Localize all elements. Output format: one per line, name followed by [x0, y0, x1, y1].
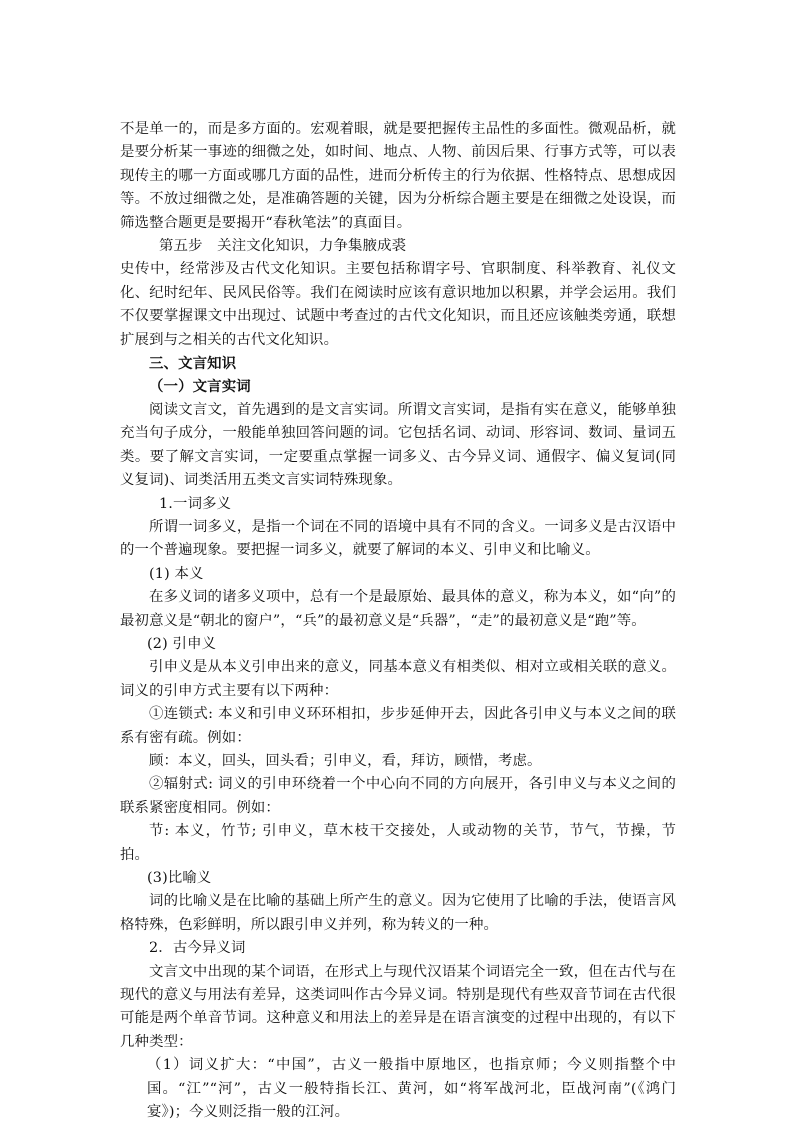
paragraph-ancient-modern-words: 文言文中出现的某个词语，在形式上与现代汉语某个词语完全一致，但在古代与在现代的意义与用法有差异，这类词叫作古今异义词。特别是现代有些双音节词在古代很可能是两个单音节词。这种意义和用法上的差异是在语言演变的过程中出现的，有以下几种类型：: [120, 963, 676, 1050]
paragraph-biography-analysis: 不是单一的，而是多方面的。宏观着眼，就是要把握传主品性的多面性。微观品析，就是要分析某一事迹的细微之处，如时间、地点、人物、前因后果、行事方式等，可以表现传主的哪一方面或哪几方面的品性，进而分析传主的行为依据、性格特点、思想成因等。不放过细微之处，是准确答题的关键，因为分析综合题主要是在细微之处设误，而筛选整合题更是要揭开“春秋笔法”的真面目。: [120, 121, 676, 231]
paragraph-radial-type: ②辐射式: 词义的引申环绕着一个中心向不同的方向展开，各引申义与本义之间的联系紧密度相同。例如：: [120, 776, 676, 816]
paragraph-extended-meaning: 引申义是从本义引申出来的意义，同基本意义有相类似、相对立或相关联的意义。词义的引申方式主要有以下两种：: [120, 659, 676, 699]
example-jie: 节: 本义，竹节; 引申义，草木枝干交接处，人或动物的关节，节气，节操，节拍。: [120, 823, 676, 863]
paragraph-original-meaning: 在多义词的诸多义项中，总有一个是最原始、最具体的意义，称为本义，如“向”的最初意义是“朝北的窗户”，“兵”的最初意义是“兵器”，“走”的最初意义是“跑”等。: [120, 589, 676, 629]
heading-ancient-modern-words: 2．古今异义词: [149, 940, 246, 957]
paragraph-content-words-intro: 阅读文言文，首先遇到的是文言实词。所谓文言实词，是指有实在意义，能够单独充当句子成分，一般能单独回答问题的词。它包括名词、动词、形容词、数词、量词五类。要了解文言实词，一定要重点掌握一词多义、古今异义词、通假字、偏义复词(同义复词)、词类活用五类文言实词特殊现象。: [120, 401, 676, 489]
example-gu: 顾：本义，回头，回头看；引申义，看，拜访，顾惜，考虑。: [149, 752, 542, 769]
paragraph-figurative-meaning: 词的比喻义是在比喻的基础上所产生的意义。因为它使用了比喻的手法，使语言风格特殊，色彩鲜明，所以跟引申义并列，称为转义的一种。: [120, 893, 676, 933]
heading-figurative-meaning: (3)比喻义: [147, 870, 212, 886]
heading-extended-meaning: (2) 引申义: [147, 635, 217, 652]
section-heading-classical-knowledge: 三、文言知识: [149, 355, 237, 373]
paragraph-chain-type: ①连锁式: 本义和引申义环环相扣，步步延伸开去，因此各引申义与本义之间的联系有密有疏。例如：: [120, 706, 676, 746]
subsection-heading-content-words: （一）文言实词: [149, 378, 251, 396]
paragraph-cultural-knowledge: 史传中，经常涉及古代文化知识。主要包括称谓字号、官职制度、科举教育、礼仪文化、纪时纪年、民风民俗等。我们在阅读时应该有意识地加以积累，并学会运用。我们不仅要掌握课文中出现过、试题中考查过的古代文化知识，而且还应该触类旁通，联想扩展到与之相关的古代文化知识。: [120, 261, 676, 348]
step-five-heading: 第五步 关注文化知识，力争集腋成裘: [159, 238, 407, 255]
paragraph-meaning-expansion: （1）词义扩大：“中国”，古义一般指中原地区，也指京师；今义则指整个中国。“江”“河”，古义一般特指长江、黄河，如“将军战河北，臣战河南”(《鸿门宴》)；今义则泛指一般的江河。: [147, 1057, 676, 1121]
heading-polysemy: 1.一词多义: [159, 495, 232, 512]
paragraph-polysemy: 所谓一词多义，是指一个词在不同的语境中具有不同的含义。一词多义是古汉语中的一个普遍现象。要把握一词多义，就要了解词的本义、引申义和比喻义。: [120, 518, 676, 559]
heading-original-meaning: (1) 本义: [149, 565, 204, 582]
